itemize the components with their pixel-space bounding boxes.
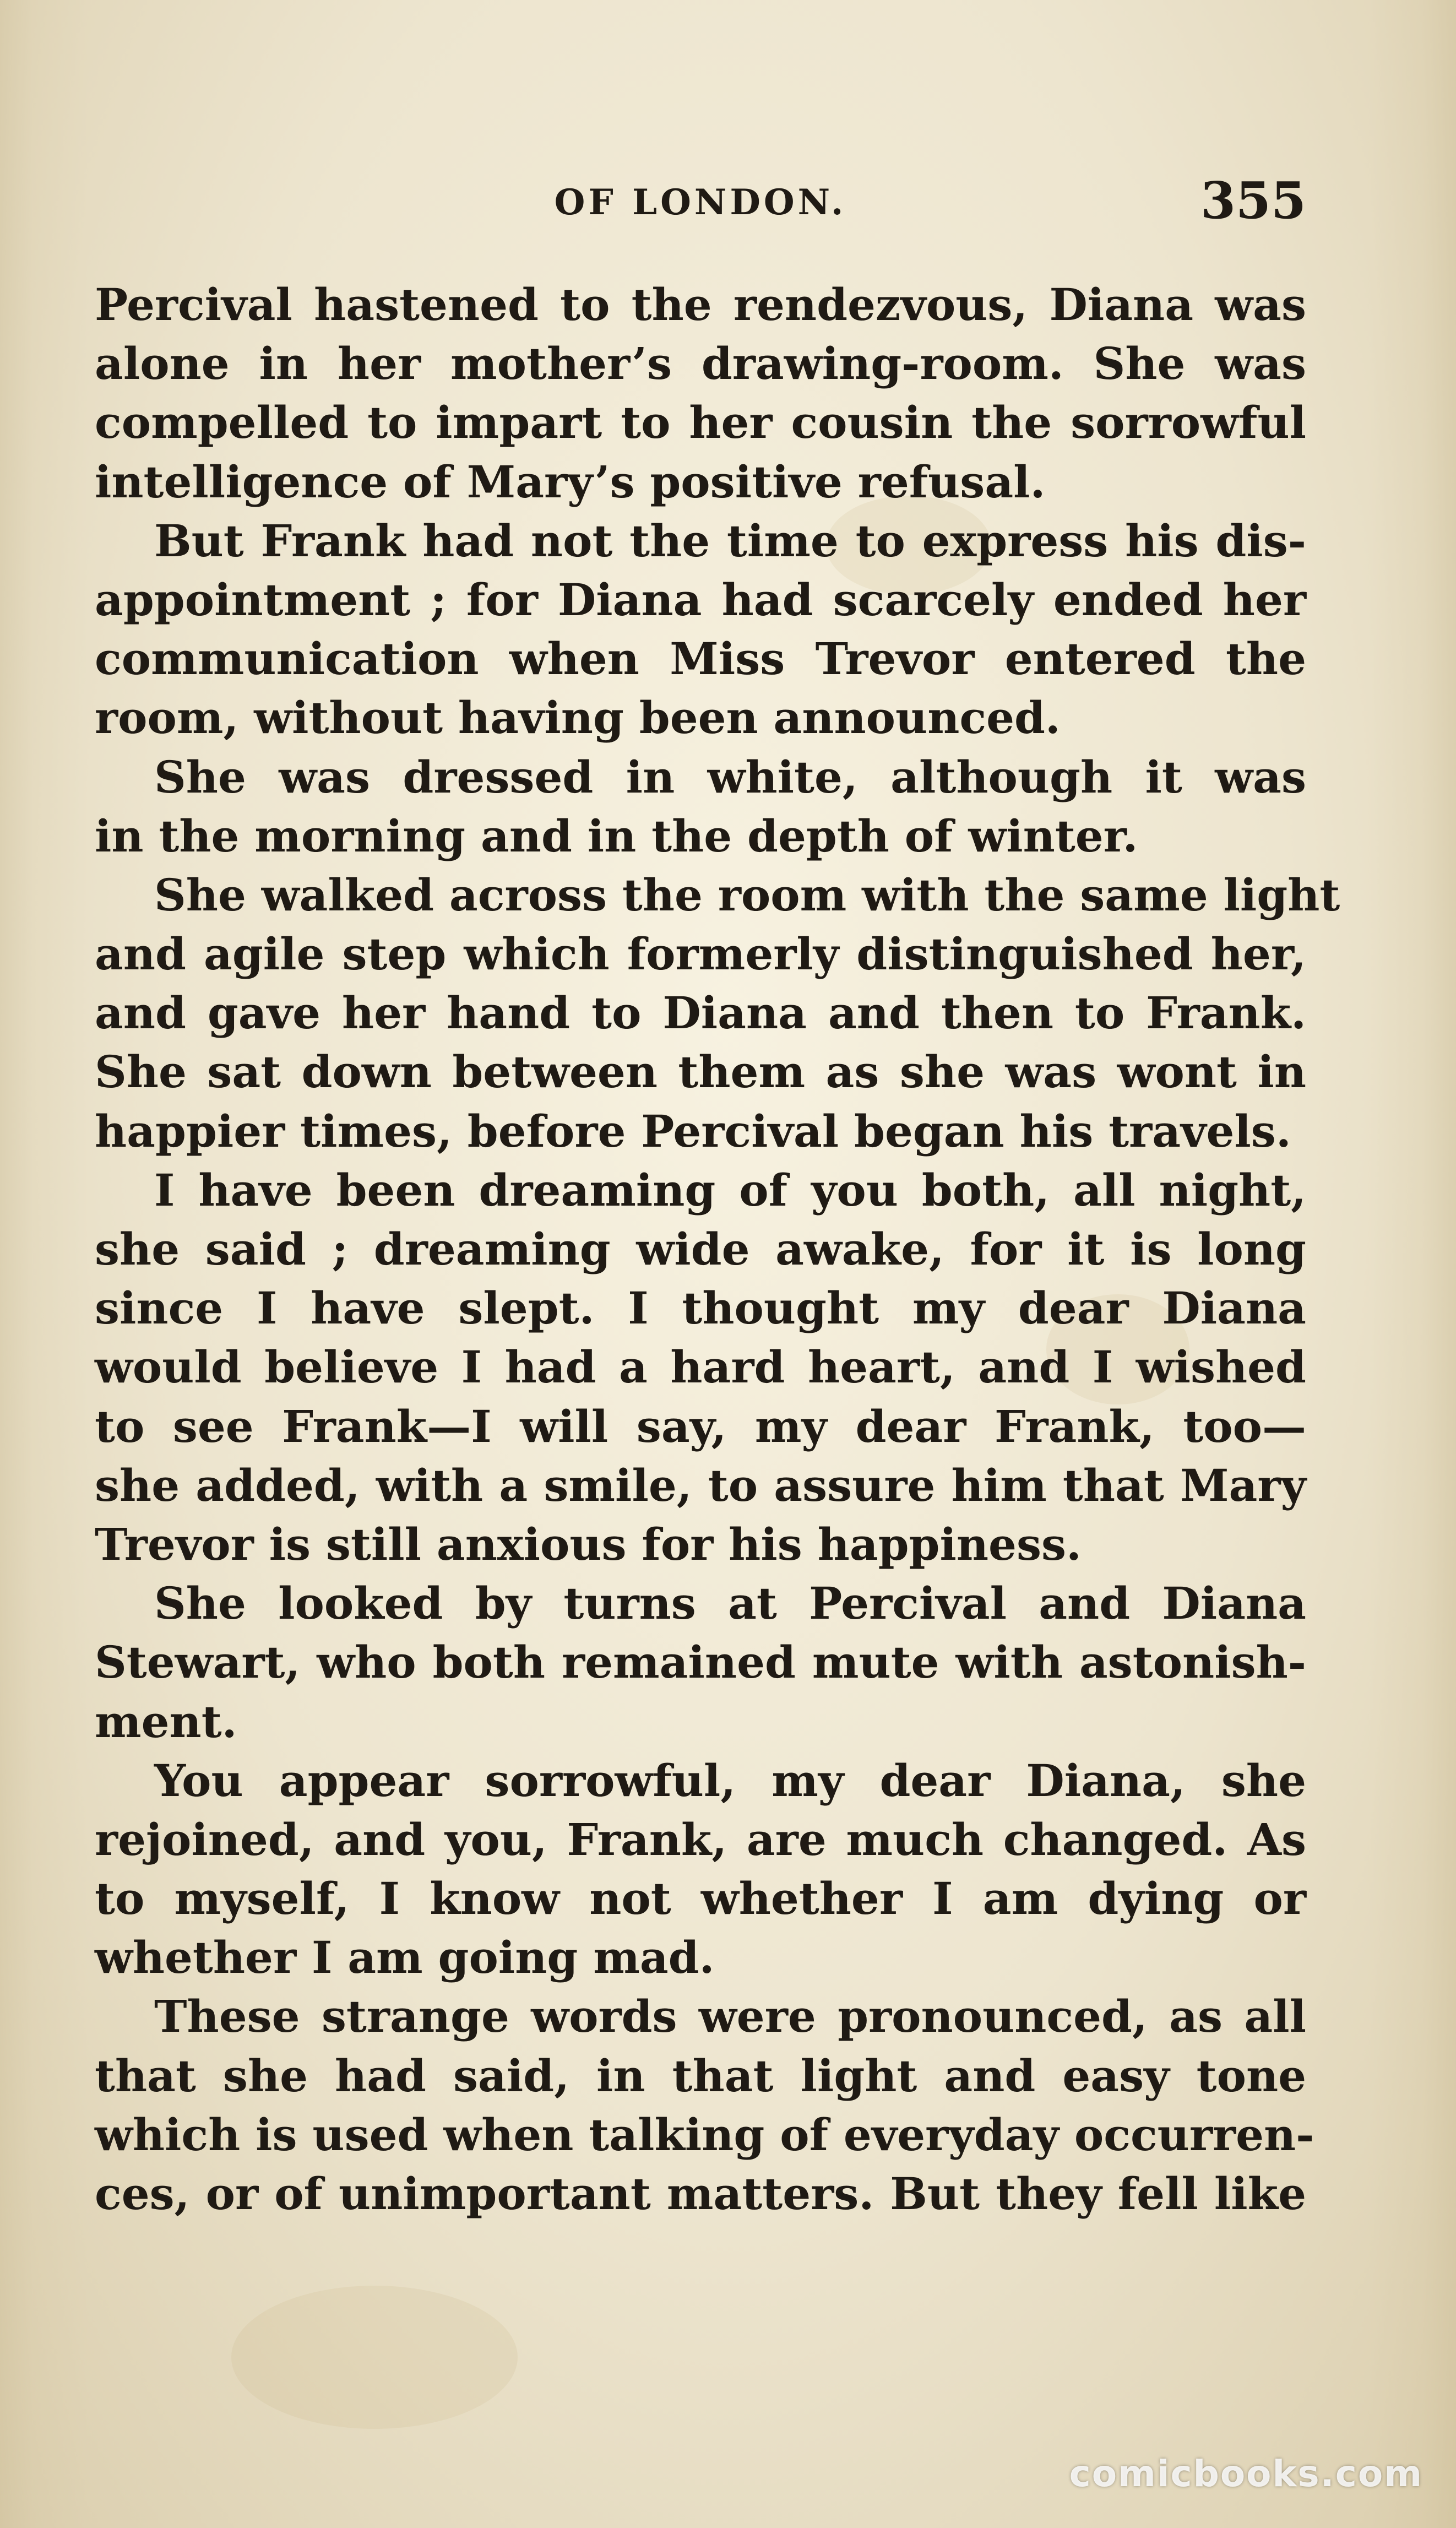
text-line: she added, with a smile, to assure him that Mary bbox=[95, 1459, 1306, 1511]
text-line: in the morning and in the depth of winter. bbox=[95, 810, 1138, 862]
text-line: she said ; dreaming wide awake, for it is long bbox=[95, 1223, 1306, 1275]
text-line: I have been dreaming of you both, all night, bbox=[154, 1164, 1306, 1216]
text-line: ment. bbox=[95, 1695, 237, 1748]
text-line: to see Frank—I will say, my dear Frank, too— bbox=[95, 1400, 1306, 1452]
text-line: compelled to impart to her cousin the sorrowful bbox=[95, 397, 1306, 449]
text-line: and gave her hand to Diana and then to Frank. bbox=[95, 987, 1306, 1039]
text-line: She looked by turns at Percival and Diana bbox=[154, 1577, 1306, 1630]
text-line: whether I am going mad. bbox=[95, 1932, 715, 1984]
text-line: which is used when talking of everyday occurren- bbox=[95, 2108, 1314, 2161]
paper-stain bbox=[231, 2286, 518, 2429]
page-number: 355 bbox=[1200, 171, 1306, 230]
text-line: These strange words were pronounced, as all bbox=[154, 1990, 1306, 2043]
watermark-text: comicbooks.com bbox=[1069, 2453, 1423, 2495]
text-line: Percival hastened to the rendezvous, Diana was bbox=[95, 279, 1306, 330]
text-line: rejoined, and you, Frank, are much changed. As bbox=[95, 1813, 1306, 1865]
text-line: She was dressed in white, although it was bbox=[154, 751, 1306, 803]
text-line: Trevor is still anxious for his happiness. bbox=[95, 1518, 1082, 1570]
text-line: would believe I had a hard heart, and I wished bbox=[95, 1341, 1306, 1393]
text-line: appointment ; for Diana had scarcely ended her bbox=[95, 573, 1306, 626]
text-line: She sat down between them as she was wont in bbox=[95, 1046, 1306, 1098]
text-line: that she had said, in that light and easy tone bbox=[95, 2049, 1306, 2102]
text-line: But Frank had not the time to express his dis- bbox=[154, 514, 1306, 567]
text-line: intelligence of Mary’s positive refusal. bbox=[95, 455, 1046, 508]
text-line: ces, or of unimportant matters. But they fell like bbox=[95, 2168, 1306, 2220]
running-head bbox=[95, 171, 1306, 231]
text-line: and agile step which formerly distinguished her, bbox=[95, 928, 1306, 980]
text-line: since I have slept. I thought my dear Diana bbox=[95, 1282, 1306, 1334]
text-line: happier times, before Percival began his travels. bbox=[95, 1105, 1291, 1157]
text-line: Stewart, who both remained mute with astonish- bbox=[95, 1636, 1306, 1689]
text-line: She walked across the room with the same light bbox=[154, 869, 1340, 921]
text-line: to myself, I know not whether I am dying or bbox=[95, 1873, 1306, 1925]
text-line: room, without having been announced. bbox=[95, 692, 1061, 744]
text-line: You appear sorrowful, my dear Diana, she bbox=[154, 1754, 1306, 1807]
text-line: communication when Miss Trevor entered the bbox=[95, 633, 1306, 685]
text-line: alone in her mother’s drawing-room. She was bbox=[95, 338, 1306, 390]
body-text bbox=[95, 275, 1340, 2223]
running-title: OF LONDON. bbox=[554, 182, 847, 223]
